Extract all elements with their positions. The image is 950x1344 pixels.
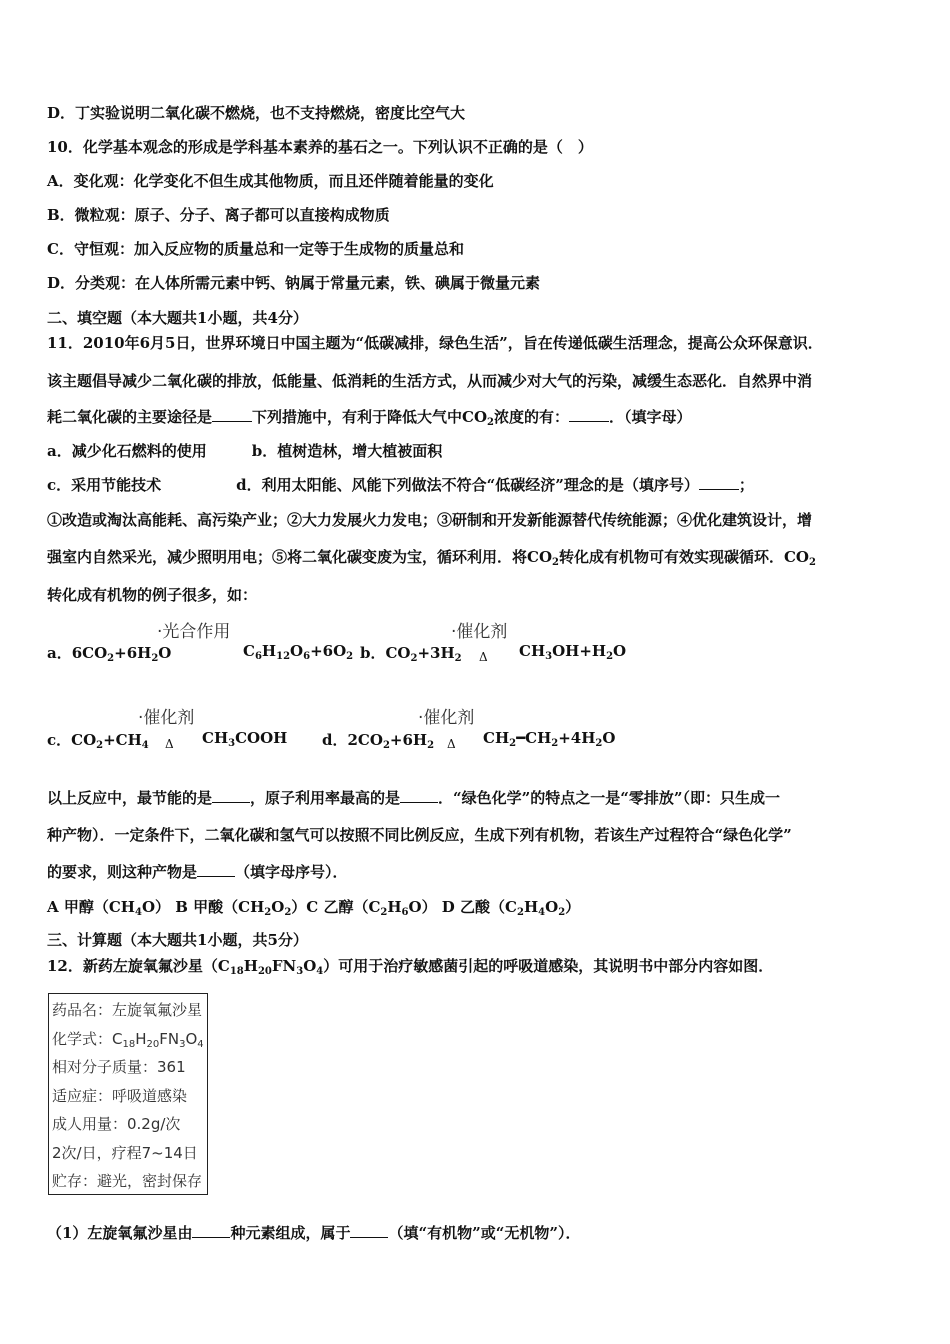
q11-follow-1-a: 以上反应中，最节能的是 (47, 789, 213, 807)
q11-line-2: 该主题倡导减少二氧化碳的排放，低能量、低消耗的生活方式，从而减少对大气的污染，减缓生态恶化．自然界中消 (47, 372, 813, 390)
answer-blank[interactable] (212, 407, 252, 422)
subscript: 2 (552, 557, 559, 568)
q11-follow-3-b: （填字母序号）． (235, 863, 348, 881)
reaction-d-reactants: d．$2CO_2+6H_2$ (322, 731, 435, 751)
reaction-a-reactants: a．$6CO_2+6H_2O$ (47, 644, 172, 664)
q11-follow-line-1 (47, 788, 780, 808)
q11-line-3-part-c: 浓度的有： (494, 408, 570, 426)
answer-blank[interactable] (212, 788, 250, 803)
reaction-b-products: $CH_3OH+H_2O$ (519, 642, 627, 662)
q11-line-3-part-a: 耗二氧化碳的主要途径是 (47, 408, 213, 426)
reaction-a-products: $C_6H_{12}O_6+6O_2$ (243, 642, 354, 662)
q11-follow-1-b: ，原子利用率最高的是 (250, 789, 401, 807)
q11-options-cd (47, 475, 754, 495)
q11-follow-line-2: 种产物）．一定条件下，二氧化碳和氢气可以按照不同比例反应，生成下列有机物，若该生产过程符合“绿色化学” (47, 826, 792, 844)
heat-symbol: Δ (479, 650, 488, 664)
drug-dose: 成人用量：0.2g/次 (52, 1115, 181, 1133)
q10-option-a: A．变化观：化学变化不但生成其他物质，而且还伴随着能量的变化 (47, 172, 494, 190)
answer-blank[interactable] (699, 475, 739, 490)
q11-list-line-1: ①改造或淘汰高能耗、高污染产业；②大力发展火力发电；③研制和开发新能源替代传统能源；④优化建筑设计，增 (47, 511, 813, 529)
q11-options-cd-end: ； (738, 476, 754, 494)
q11-list-line-2 (47, 547, 816, 567)
reaction-b-reactants: b．$CO_2+3H_2$ (360, 644, 462, 664)
q9-option-d: D．丁实验说明二氧化碳不燃烧，也不支持燃烧，密度比空气大 (47, 104, 466, 122)
subscript: 2 (487, 417, 494, 428)
heat-symbol: Δ (447, 737, 456, 751)
q12-stem-b: ）可用于治疗敏感菌引起的呼吸道感染，其说明书中部分内容如图． (323, 957, 774, 975)
q10-stem: 10．化学基本观念的形成是学科基本素养的基石之一。下列认识不正确的是（ ） (47, 138, 593, 156)
q11-line-1: 11．2010年6月5日，世界环境日中国主题为“低碳减排，绿色生活”，旨在传递低碳生活理念，提高公众环保意识． (47, 334, 823, 352)
condition-photosynthesis: ·光合作用 (157, 622, 231, 642)
drug-indication: 适应症：呼吸道感染 (52, 1086, 188, 1105)
q11-line-3-part-b: 下列措施中，有利于降低大气中CO (252, 408, 488, 426)
drug-course: 2次/日，疗程7~14日 (52, 1143, 198, 1162)
q11-follow-line-3 (47, 862, 348, 882)
q11-options-cd-text: c．采用节能技术 d．利用太阳能、风能下列做法不符合“低碳经济”理念的是（填序号） (47, 476, 699, 494)
drug-name: 药品名：左旋氧氟沙星 (52, 1001, 203, 1019)
q11-product-options: A 甲醇$(CH_4O)$ B 甲酸$(CH_2O_2)C$ 乙醇$(C_2H_6O)$ D 乙酸$(C_2H_4O_2)$ (47, 898, 581, 918)
drug-formula: 化学式：$C_{18}H_{20}FN_3O_4$ (52, 1029, 204, 1050)
reaction-d-products: $CH_2━CH_2+4H_2O$ (483, 729, 616, 749)
answer-blank[interactable] (197, 862, 235, 877)
q11-line-3 (47, 407, 692, 427)
answer-blank[interactable] (569, 407, 609, 422)
section-2-title: 二、填空题（本大题共1小题，共4分） (47, 309, 308, 327)
condition-catalyst: ·催化剂 (451, 622, 508, 642)
subscript: 2 (809, 557, 816, 568)
answer-blank[interactable] (400, 788, 438, 803)
q12-stem-a: 12．新药左旋氧氟沙星（C (47, 957, 230, 975)
q12-sub-1 (47, 1223, 580, 1243)
q12-sub-1-a: （1）左旋氧氟沙星由 (47, 1224, 193, 1242)
q10-option-b: B．微粒观：原子、分子、离子都可以直接构成物质 (47, 206, 390, 224)
drug-storage: 贮存：避光，密封保存 (52, 1172, 203, 1190)
answer-blank[interactable] (192, 1223, 230, 1238)
drug-molar-mass: 相对分子质量：361 (52, 1058, 186, 1076)
reaction-c-products: $CH_3COOH$ (202, 729, 288, 749)
q11-line-3-part-d: ．（填字母） (609, 408, 692, 426)
condition-catalyst: ·催化剂 (418, 708, 475, 728)
answer-blank[interactable] (350, 1223, 388, 1238)
q10-option-d: D．分类观：在人体所需元素中钙、钠属于常量元素，铁、碘属于微量元素 (47, 274, 541, 292)
reaction-c-reactants: c．$CO_2+CH_4$ (47, 731, 149, 751)
q11-list-line-3: 转化成有机物的例子很多，如： (47, 586, 258, 604)
q11-list-line-2-part-b: 转化成有机物可有效实现碳循环．CO (558, 548, 809, 566)
heat-symbol: Δ (165, 737, 174, 751)
q10-option-c: C．守恒观：加入反应物的质量总和一定等于生成物的质量总和 (47, 240, 464, 258)
q12-sub-1-b: 种元素组成，属于 (230, 1224, 351, 1242)
q11-follow-1-c: ．“绿色化学”的特点之一是“零排放”（即：只生成一 (438, 789, 781, 807)
q11-follow-3-a: 的要求，则这种产物是 (47, 863, 198, 881)
q11-options-ab: a．减少化石燃料的使用 b．植树造林，增大植被面积 (47, 442, 443, 460)
q12-stem: 12．新药左旋氧氟沙星$(C_{18}H_{20}FN_3O_4)$可用于治疗敏感菌引起的呼吸道感染，其说明书中部分内容如图． (47, 957, 774, 977)
drug-label-box (48, 993, 208, 1195)
condition-catalyst: ·催化剂 (138, 708, 195, 728)
q11-list-line-2-part-a: 强室内自然采光，减少照明用电；⑤将二氧化碳变废为宝，循环利用．将CO (47, 548, 553, 566)
section-3-title: 三、计算题（本大题共1小题，共5分） (47, 931, 308, 949)
q12-sub-1-c: （填“有机物”或“无机物”）． (388, 1224, 581, 1242)
